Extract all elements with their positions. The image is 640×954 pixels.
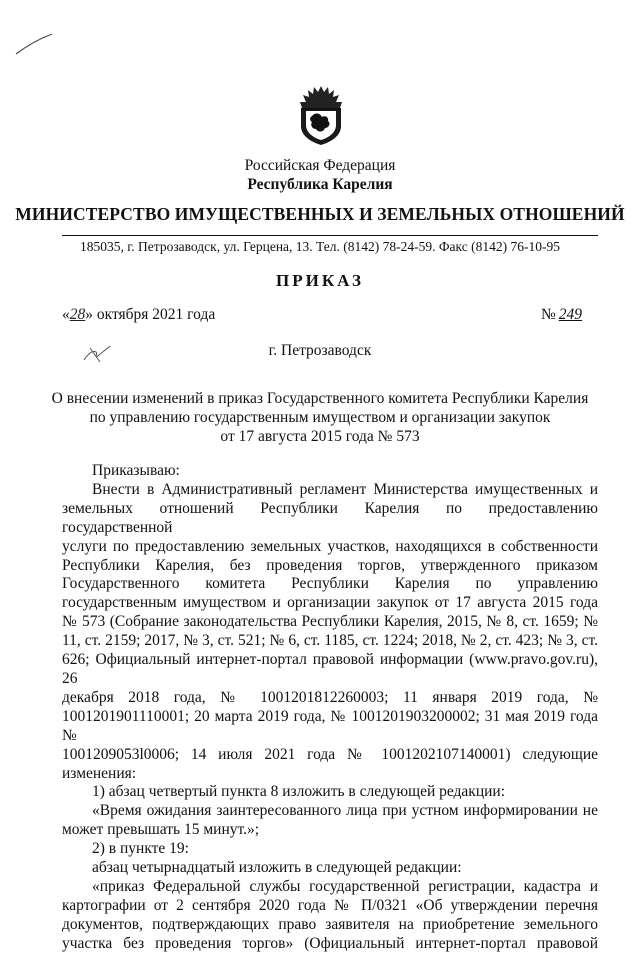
quote-2-line: «приказ Федеральной службы государственной регистрации, кадастра и bbox=[92, 877, 598, 895]
number-handwritten: 249 bbox=[558, 306, 583, 323]
p1-line: 1001201901110001; 20 марта 2019 года, № 1001201903200002; 31 мая 2019 года № bbox=[62, 707, 598, 744]
country-name: Российская Федерация bbox=[244, 157, 396, 174]
quote-2-line: документов, подтверждающих право заявителя на приобретение земельного bbox=[62, 915, 598, 933]
p1-line: 11, ст. 2159; 2017, № 3, ст. 521; № 6, ст. 1185, ст. 1224; 2018, № 2, ст. 423; № 3, ст. bbox=[62, 632, 598, 650]
quote-1-line: может превышать 15 минут.»; bbox=[62, 821, 260, 839]
title-line-1: О внесении изменений в приказ Государственного комитета Республики Карелия bbox=[51, 390, 589, 407]
p1-line: услуги по предоставлению земельных участков, находящихся в собственности bbox=[62, 537, 598, 555]
p1-line: № 573 (Собрание законодательства Республики Карелия, 2015, № 8, ст. 1659; № bbox=[62, 613, 598, 631]
p1-line: земельных отношений Республики Карелия по предоставлению государственной bbox=[62, 499, 598, 536]
quote-2-line: картографии от 2 сентября 2020 года № П/0321 «Об утверждении перечня bbox=[62, 896, 598, 914]
date-day-handwritten: 28 bbox=[69, 306, 86, 323]
document-type: ПРИКАЗ bbox=[276, 271, 364, 290]
document-date: «28» октября 2021 года bbox=[62, 306, 216, 323]
p1-line: Государственного комитета Республики Карелия по управлению bbox=[62, 575, 598, 593]
p1-line: 626; Официальный интернет-портал правовой информации (www.pravo.gov.ru), 26 bbox=[62, 651, 598, 687]
quote-1-line: «Время ожидания заинтересованного лица при устном информировании не bbox=[92, 802, 598, 820]
item-2: 2) в пункте 19: bbox=[92, 840, 189, 858]
order-word: Приказываю: bbox=[92, 462, 180, 479]
republic-name: Республика Карелия bbox=[247, 176, 393, 193]
pen-mark-icon bbox=[14, 30, 54, 58]
p1-line: государственным имуществом и организации закупок от 17 августа 2015 года bbox=[62, 594, 598, 612]
p1-line: 1001209053l0006; 14 июля 2021 года № 1001202107140001) следующие bbox=[62, 745, 598, 763]
p1-line: декабря 2018 года, № 1001201812260003; 11 января 2019 года, № bbox=[62, 688, 598, 706]
document-number: № 249 bbox=[541, 306, 583, 323]
karelia-coat-of-arms-icon bbox=[298, 84, 344, 146]
ministry-address: 185035, г. Петрозаводск, ул. Герцена, 13. Тел. (8142) 78-24-59. Факс (8142) 76-10-95 bbox=[80, 239, 560, 254]
quote-2-line: участка без проведения торгов» (Официальный интернет-портал правовой bbox=[62, 934, 598, 952]
p1-line: Внести в Административный регламент Министерства имущественных и bbox=[92, 480, 598, 498]
document-body bbox=[62, 462, 598, 954]
document-city: г. Петрозаводск bbox=[268, 342, 372, 359]
p1-line: Республики Карелия, без проведения торгов, утвержденного приказом bbox=[62, 556, 598, 574]
header-divider bbox=[62, 235, 598, 236]
item-1: 1) абзац четвертый пункта 8 изложить в следующей редакции: bbox=[92, 783, 506, 801]
title-line-2: по управлению государственным имуществом и организации закупок bbox=[89, 409, 551, 426]
ministry-name: МИНИСТЕРСТВО ИМУЩЕСТВЕННЫХ И ЗЕМЕЛЬНЫХ ОТНОШЕНИЙ bbox=[15, 204, 625, 224]
title-line-3: от 17 августа 2015 года № 573 bbox=[220, 428, 420, 445]
item-2-sub: абзац четырнадцатый изложить в следующей редакции: bbox=[92, 859, 462, 877]
p1-last-line: изменения: bbox=[62, 764, 137, 782]
